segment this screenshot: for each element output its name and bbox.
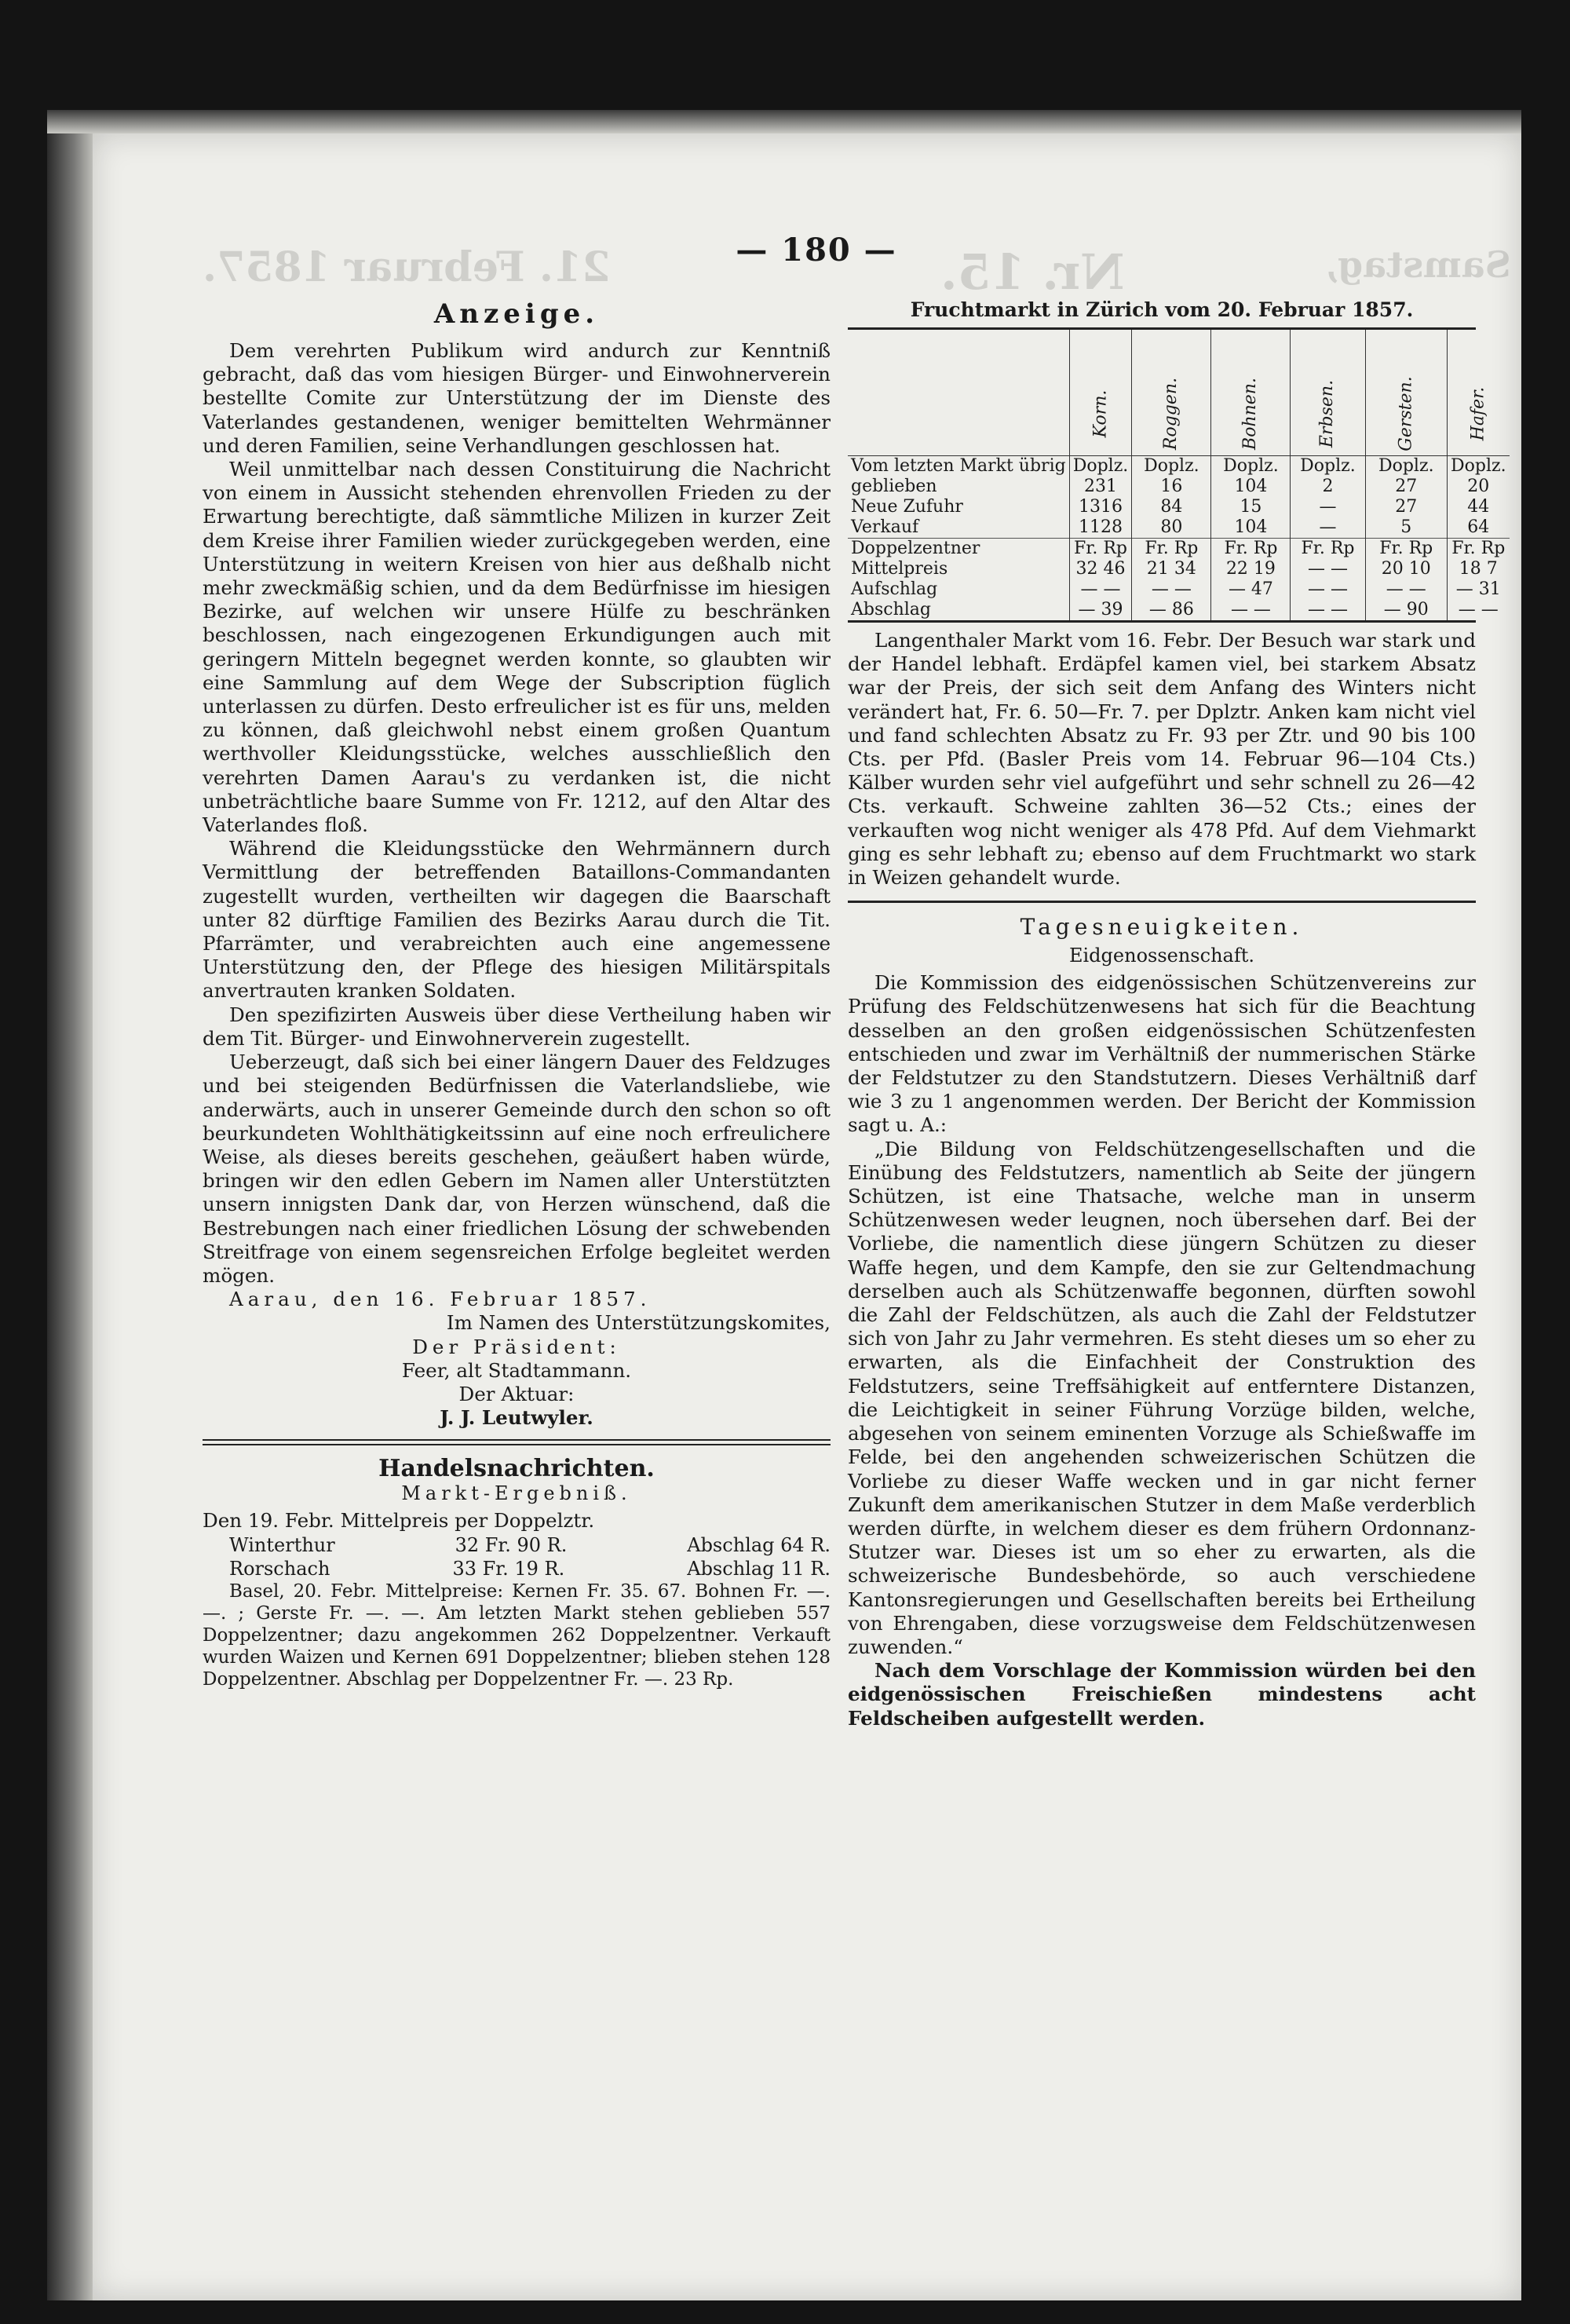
- anzeige-paragraph: Ueberzeugt, daß sich bei einer längern Dauer des Feldzuges und bei steigenden Bedürfnissen die Vaterlandsliebe, wie anderwärts, auch in unserer Gemeinde durch den schon so oft beurkundeten Wohlthätigkeitssinn auf eine noch erfreulichere Weise, als dieses bereits geschehen, geäußert haben würde, bringen wir den edlen Gebern im Namen aller Unterstützten unsern innigsten Dank dar, von Herzen wünschend, daß die Bestrebungen nach einer friedlichen Lösung der schwebenden Streitfrage von einem segensreichen Erfolge begleitet werden mögen.: [203, 1051, 831, 1287]
- handel-intro: Den 19. Febr. Mittelpreis per Doppelztr.: [203, 1509, 595, 1533]
- fruchtmarkt-title: Fruchtmarkt in Zürich vom 20. Februar 1857.: [910, 298, 1414, 321]
- column-header: Bohnen.: [1211, 330, 1291, 456]
- bleed-through-date: 21. Februar 1857.: [203, 243, 611, 291]
- anzeige-paragraph: Weil unmittelbar nach dessen Constituirung die Nachricht von einem in Aussicht stehenden ehrenvollen Frieden zu der Erwartung berechtigte, daß sämmtliche Milizen in kurzer Zeit dem Kreise ihrer Familien wieder zurückgegeben werden, eine Unterstützung in weitern Kreisen von hier aus deßhalb nicht mehr zweckmäßig schien, und da dem Bedürfnisse im hiesigen Bezirke, auf welchen wir unsere Hülfe zu beschränken beschlossen, nach eingezogenen Erkundigungen auch mit geringern Mitteln begegnet werden konnte, so glaubten wir eine Sammlung auf dem Wege der Subscription füglich unterlassen zu dürfen. Desto erfreulicher ist es für uns, melden zu können, daß gleichwohl nebst einem großen Quantum werthvoller Kleidungsstücke, welches ausschließlich den verehrten Damen Aarau's zu verdanken ist, die nicht unbeträchtliche baare Summe von Fr. 1212, auf den Altar des Vaterlandes floß.: [203, 458, 831, 837]
- tages-title: Tagesneuigkeiten.: [1020, 914, 1304, 941]
- column-header: Roggen.: [1132, 330, 1211, 456]
- table-row: Vom letzten Markt übrig Doplz. Doplz. Doplz. Doplz. Doplz. Doplz.: [848, 456, 1510, 477]
- column-header: Gersten.: [1365, 330, 1447, 456]
- market-note: Abschlag 64 R.: [687, 1533, 831, 1556]
- fruchtmarkt-table: [848, 330, 1510, 620]
- section-divider: [848, 901, 1476, 903]
- actuary-signature: J. J. Leutwyler.: [440, 1406, 593, 1430]
- column-header: Korn.: [1069, 330, 1132, 456]
- table-row: Abschlag — 39 — 86 — — — — — 90 — —: [848, 600, 1510, 620]
- table-row: geblieben 231 16 104 2 27 20: [848, 477, 1510, 497]
- handel-title: Handelsnachrichten.: [378, 1455, 655, 1483]
- left-column: [203, 298, 831, 1690]
- table-row: Aufschlag — — — — — 47 — — — — — 31: [848, 579, 1510, 600]
- market-row: [203, 1557, 831, 1580]
- tages-paragraph: Nach dem Vorschlage der Kommission würden bei den eidgenössischen Freischießen mindestens acht Feldscheiben aufgestellt werden.: [848, 1659, 1476, 1730]
- tages-paragraph: „Die Bildung von Feldschützengesellschaften und die Einübung des Feldstutzers, namentlich ab Seite der jüngern Schützen, ist eine Thatsache, welche man in unserm Schützenwesen weder leugnen, noch übersehen darf. Bei der Vorliebe, die namentlich diese jüngern Schützen zu dieser Waffe hegen, und dem Kampfe, den sie zur Geltendmachung derselben auch als Schützenwaffe begonnen, dürften sowohl die Zahl der Feldschützen, als auch die Zahl der Feldstutzer sich von Jahr zu Jahr vermehren. Es steht dieses um so eher zu erwarten, als die Einfachheit der Construktion des Feldstutzers, seine Treffsähigkeit auf entferntere Distanzen, die Leichtigkeit in seiner Führung Vorzüge bilden, welche, abgesehen von seinem eminenten Vorzuge als Schießwaffe im Felde, bei den angehenden schweizerischen Schützen die Vorliebe zu dieser Waffe wecken und in gar nicht ferner Zukunft dem amerikanischen Stutzer in dem Maße verderblich werden dürfte, in welchem dieser es dem frühern Ordonnanz-Stutzer war. Dieses ist um so eher zu erwarten, als die schweizerische Bundesbehörde, so auch verschiedene Kantonsregierungen und Gesellschaften bereits bei Ertheilung von Ehrengaben, diese vorzugsweise dem Feldschützenwesen zuwenden.“: [848, 1137, 1476, 1658]
- market-row: [203, 1533, 831, 1557]
- handel-subtitle: Markt-Ergebniß.: [401, 1482, 632, 1505]
- anzeige-paragraph: Während die Kleidungsstücke den Wehrmännern durch Vermittlung der betreffenden Bataillons-Commandanten zugestellt wurden, vertheilten wir dagegen die Baarschaft unter 82 dürftige Familien des Bezirks Aarau durch die Tit. Pfarrämter, und verabreichten auch eine angemessene Unterstützung den, der Pflege des hiesigen Militärspitals anvertrauten kranken Soldaten.: [203, 837, 831, 1003]
- anzeige-title: Anzeige.: [433, 298, 600, 330]
- right-column: [848, 298, 1506, 1730]
- market-note: Abschlag 11 R.: [687, 1557, 831, 1580]
- tages-paragraph: Die Kommission des eidgenössischen Schützenvereins zur Prüfung des Feldschützenwesens hat sich für die Beachtung desselben an den großen eidgenössischen Schützenfesten entschieden und zwar im Verhältniß der nummerischen Stärke der Feldstutzer zu den Standstutzern. Dieses Verhältniß darf wie 3 zu 1 angenommen werden. Der Bericht der Kommission sagt u. A.:: [848, 971, 1476, 1137]
- table-row: Mittelpreis 32 46 21 34 22 19 — — 20 10 18 7: [848, 559, 1510, 579]
- table-row: Doppelzentner Fr. Rp Fr. Rp Fr. Rp Fr. Rp Fr. Rp Fr. Rp: [848, 539, 1510, 560]
- anzeige-on-behalf: Im Namen des Unterstützungskomites,: [446, 1311, 831, 1335]
- anzeige-dateline: Aarau, den 16. Februar 1857.: [229, 1288, 652, 1311]
- anzeige-paragraph: Den spezifizirten Ausweis über diese Vertheilung haben wir dem Tit. Bürger- und Einwohnerverein zugestellt.: [203, 1003, 831, 1050]
- bleed-through-weekday: Samstag,: [1325, 243, 1511, 286]
- column-header: Hafer.: [1447, 330, 1509, 456]
- actuary-title: Der Aktuar:: [458, 1382, 575, 1405]
- page-number: — 180 —: [736, 232, 897, 269]
- book-binding: [47, 133, 93, 2300]
- tages-subtitle: Eidgenossenschaft.: [1068, 945, 1254, 967]
- langenthal-report: Langenthaler Markt vom 16. Febr. Der Besuch war stark und der Handel lebhaft. Erdäpfel kamen viel, bei starkem Absatz war der Preis, der sich seit dem Anfang des Winters nicht verändert hat, Fr. 6. 50—Fr. 7. per Dplztr. Anken kam nicht viel und fand schlechten Absatz zu Fr. 93 per Ztr. und 90 bis 100 Cts. per Pfd. (Basler Preis vom 14. Februar 96—104 Cts.) Kälber wurden sehr viel aufgeführt und sehr schnell zu 26—42 Cts. verkauft. Schweine zahlten 36—52 Cts.; eines der verkauften wog nicht weniger als 478 Pfd. Auf dem Viehmarkt ging es sehr lebhaft zu; ebenso auf dem Fruchtmarkt wo stark in Weizen gehandelt wurde.: [848, 629, 1476, 890]
- section-divider: [203, 1439, 831, 1445]
- table-row: Verkauf 1128 80 104 — 5 64: [848, 517, 1510, 539]
- market-price: 32 Fr. 90 R.: [455, 1533, 568, 1556]
- market-place: Rorschach: [229, 1557, 330, 1580]
- table-row: Neue Zufuhr 1316 84 15 — 27 44: [848, 497, 1510, 517]
- market-price: 33 Fr. 19 R.: [452, 1557, 565, 1580]
- president-title: Der Präsident:: [412, 1335, 621, 1358]
- basel-report: Basel, 20. Febr. Mittelpreise: Kernen Fr. 35. 67. Bohnen Fr. —. —. ; Gerste Fr. —. —. Am letzten Markt stehen geblieben 557 Doppelzentner; dazu angekommen 262 Doppelzentner. Verkauft wurden Waizen und Kernen 691 Doppelzentner; blieben stehen 128 Doppelzentner. Abschlag per Doppelzentner Fr. —. 23 Rp.: [203, 1580, 831, 1690]
- bleed-through-number: Nr. 15.: [940, 243, 1125, 301]
- book-top-edge: [47, 110, 1521, 133]
- market-place: Winterthur: [229, 1533, 335, 1556]
- column-header: Erbsen.: [1291, 330, 1365, 456]
- anzeige-paragraph: Dem verehrten Publikum wird andurch zur Kenntniß gebracht, daß das vom hiesigen Bürger- und Einwohnerverein bestellte Comite zur Unterstützung der im Dienste des Vaterlandes gestandenen, weniger bemittelten Wehrmänner und deren Familien, seine Verhandlungen geschlossen hat.: [203, 339, 831, 457]
- president-signature: Feer, alt Stadtammann.: [401, 1358, 632, 1382]
